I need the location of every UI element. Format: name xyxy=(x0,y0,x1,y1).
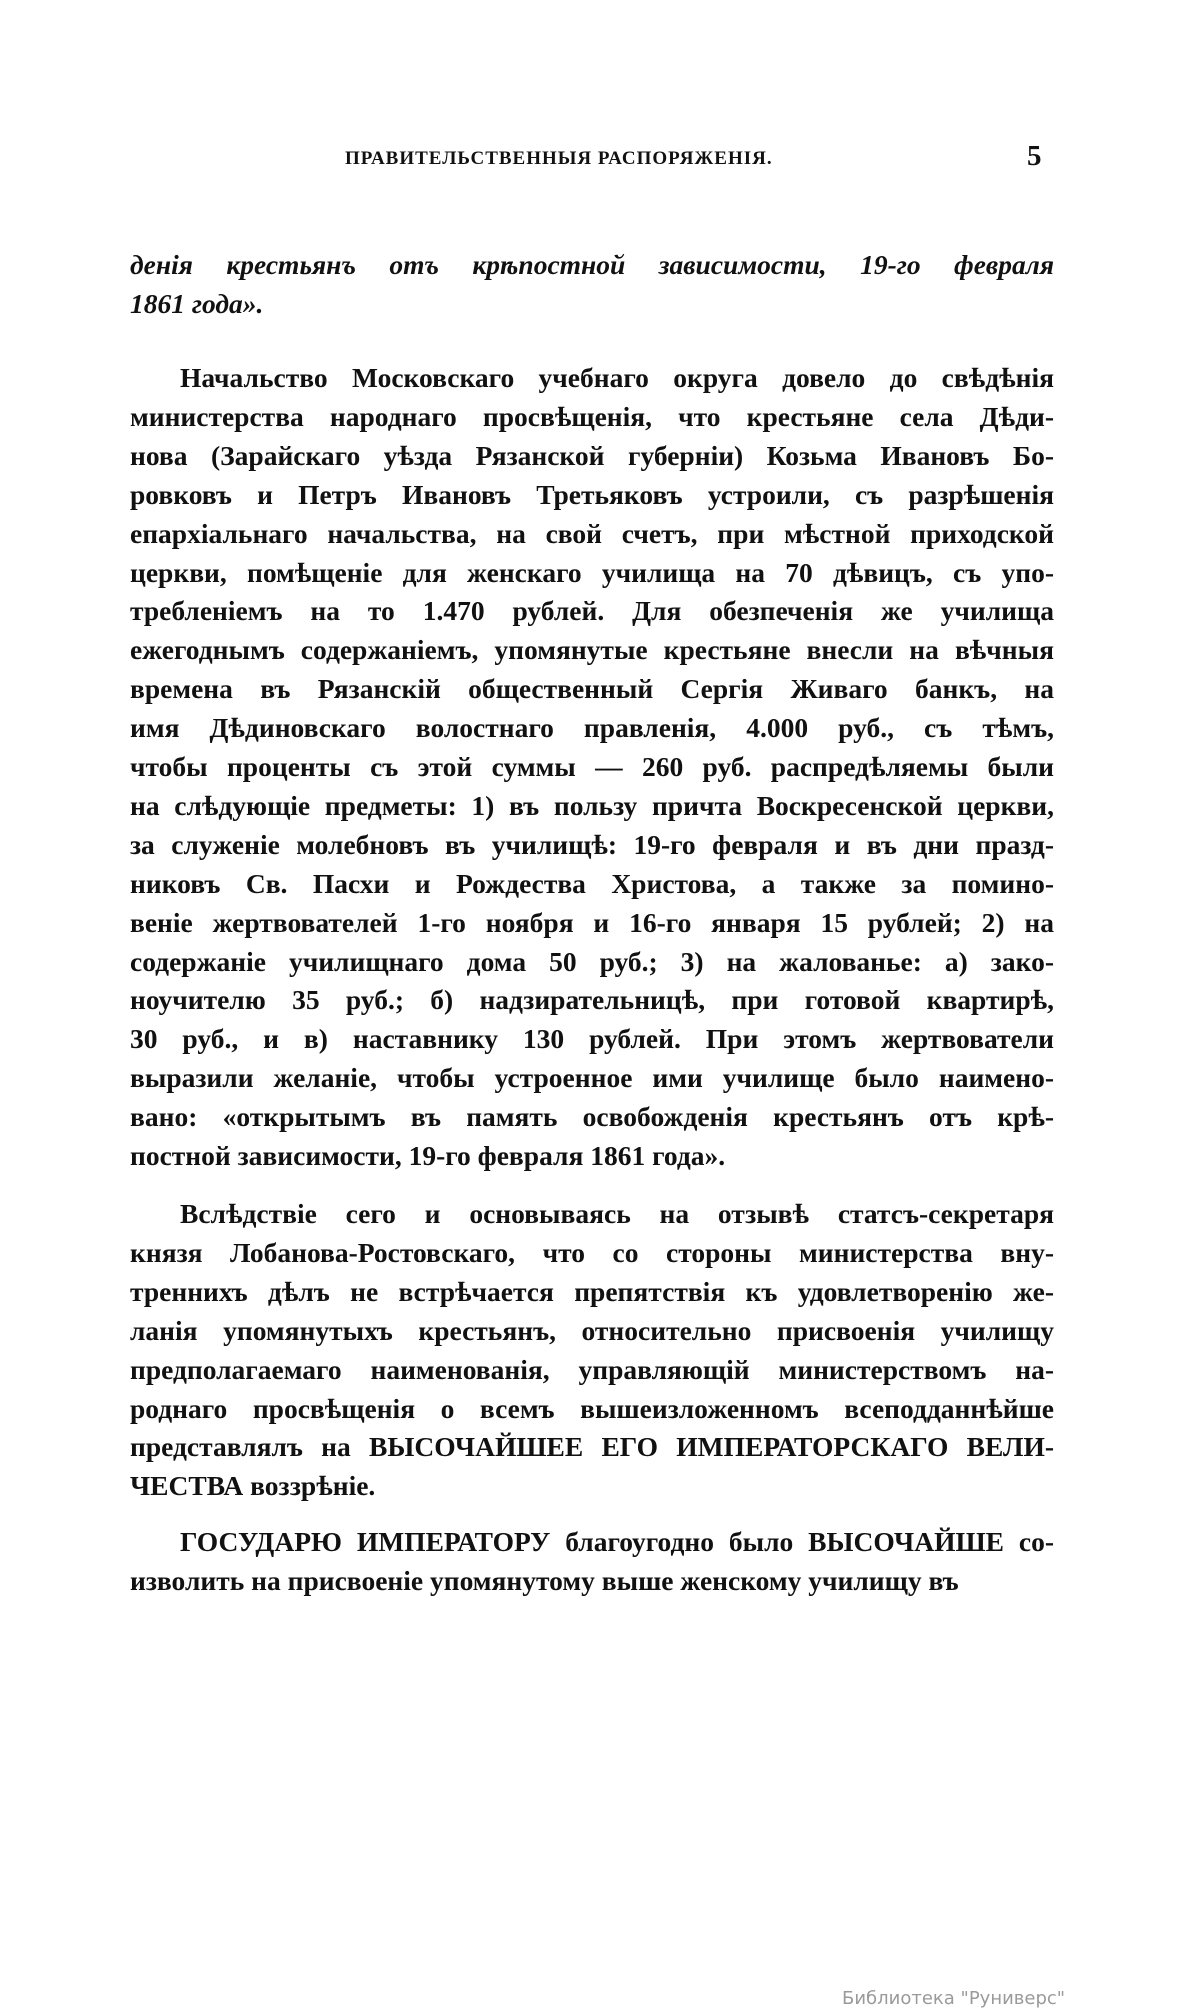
text-line: требленіемъ на то 1.470 рублей. Для обезпеченія же училища xyxy=(130,595,1054,627)
text-line: за служеніе молебновъ въ училищѣ: 19-го февраля и въ дни празд- xyxy=(130,828,1054,860)
text-line: министерства народнаго просвѣщенія, что крестьяне села Дѣди- xyxy=(130,400,1054,432)
text-line: ланія упомянутыхъ крестьянъ, относительно присвоенія училищу xyxy=(130,1314,1054,1346)
text-line: предполагаемаго наименованія, управляющій министерствомъ на- xyxy=(130,1353,1054,1385)
watermark: Библиотека "Руниверс" xyxy=(842,1988,1066,2009)
text-line: церкви, помѣщеніе для женскаго училища на 70 дѣвицъ, съ упо- xyxy=(130,556,1054,588)
text-line: вано: «открытымъ въ память освобожденія крестьянъ отъ крѣ- xyxy=(130,1101,1054,1133)
text-line: Вслѣдствіе сего и основываясь на отзывѣ статсъ-секретаря xyxy=(180,1198,1054,1229)
text-line: роднаго просвѣщенія о всемъ вышеизложенномъ всеподданнѣйше xyxy=(130,1392,1054,1424)
text-line: ноучителю 35 руб.; б) надзирательницѣ, при готовой квартирѣ, xyxy=(130,984,1054,1016)
text-line: 30 руб., и в) наставнику 130 рублей. При этомъ жертвователи xyxy=(130,1023,1054,1055)
text-line: постной зависимости, 19-го февраля 1861 года». xyxy=(130,1140,726,1171)
text-line: изволить на присвоеніе упомянутому выше женскому училищу въ xyxy=(130,1564,959,1596)
page-number: 5 xyxy=(1027,140,1042,172)
text-line: нова (Зарайскаго уѣзда Рязанской губерніи) Козьма Ивановъ Бо- xyxy=(130,439,1054,471)
text-line: веніе жертвователей 1-го ноября и 16-го января 15 рублей; 2) на xyxy=(130,906,1054,938)
text-line: ежегоднымъ содержаніемъ, упомянутые крестьяне внесли на вѣчныя xyxy=(130,634,1054,666)
text-line: содержаніе училищнаго дома 50 руб.; 3) на жалованье: а) зако- xyxy=(130,945,1054,977)
text-line: на слѣдующіе предметы: 1) въ пользу причта Воскресенской церкви, xyxy=(130,789,1054,821)
text-line: выразили желаніе, чтобы устроенное ими училище было наимено- xyxy=(130,1062,1054,1094)
running-title: ПРАВИТЕЛЬСТВЕННЫЯ РАСПОРЯЖЕНІЯ. xyxy=(345,148,773,169)
text-line: представлялъ на ВЫСОЧАЙШЕЕ ЕГО ИМПЕРАТОРСКАГО ВЕЛИ- xyxy=(130,1431,1054,1463)
text-line: ГОСУДАРЮ ИМПЕРАТОРУ благоугодно было ВЫСОЧАЙШЕ со- xyxy=(180,1526,1054,1557)
text-line: денія крестьянъ отъ крѣпостной зависимости, 19-го февраля xyxy=(130,249,1054,280)
text-line: 1861 года». xyxy=(130,287,264,319)
text-line: князя Лобанова-Ростовскаго, что со стороны министерства вну- xyxy=(130,1236,1054,1268)
text-line: ровковъ и Петръ Ивановъ Третьяковъ устроили, съ разрѣшенія xyxy=(130,478,1054,510)
text-line: треннихъ дѣлъ не встрѣчается препятствія къ удовлетворенію же- xyxy=(130,1275,1054,1307)
text-line: чтобы проценты съ этой суммы — 260 руб. распредѣляемы были xyxy=(130,751,1054,782)
text-line: Начальство Московскаго учебнаго округа довело до свѣдѣнія xyxy=(180,362,1054,393)
text-line: никовъ Св. Пасхи и Рождества Христова, а также за помино- xyxy=(130,867,1054,899)
text-line: времена въ Рязанскій общественный Сергія Живаго банкъ, на xyxy=(130,673,1054,705)
text-line: имя Дѣдиновскаго волостнаго правленія, 4.000 руб., съ тѣмъ, xyxy=(130,712,1054,744)
text-line: ЧЕСТВА воззрѣніе. xyxy=(130,1470,376,1502)
text-line: епархіальнаго начальства, на свой счетъ, при мѣстной приходской xyxy=(130,517,1054,549)
